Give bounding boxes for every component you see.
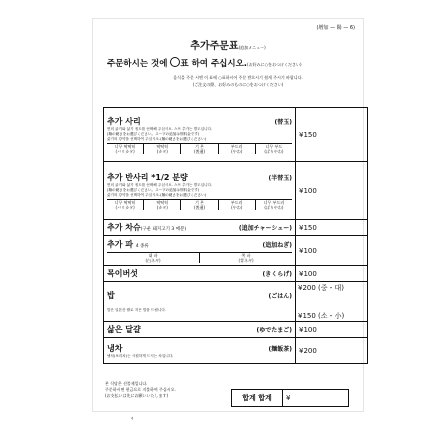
footer-note: 본 식당은 선불제입니다. 주문하시면 현금으로 지불하여 주십시오. (お支払いは先にお願いいたします) — [105, 381, 176, 398]
page-number: (増加 — 陽 — 6) — [316, 25, 355, 31]
option-soft[interactable]: 부드러 (やわ) — [218, 144, 255, 154]
option-normal[interactable]: 기 본 (普通) — [180, 200, 217, 210]
menu-row-kikurage[interactable]: 목이버섯 (きくらげ) ¥100 — [104, 266, 368, 282]
menu-row-tea[interactable]: 냉차 (麺飯茶) 냉차(보리차)는 시원하게 드시는 차입니다. ¥200 — [104, 338, 368, 364]
option-white-negi[interactable]: 대 파 (白ネギ) — [145, 252, 161, 263]
option-extra-soft[interactable]: 너무 부드러 (ばりやわ) — [255, 200, 292, 210]
menu-table — [103, 107, 368, 364]
menu-row-egg[interactable]: 삶은 달걀 (ゆでたまご) ¥100 — [104, 322, 368, 338]
price-rice-small: ¥150 (소・小) — [298, 311, 345, 320]
price-negi: ¥100 — [296, 236, 368, 266]
option-normal[interactable]: 기 본 (普通) — [180, 144, 217, 154]
total-box — [231, 389, 349, 407]
option-soft[interactable]: 부드러 (やわ) — [218, 200, 255, 210]
menu-row-rice[interactable]: 밥 (ごはん) 밥은 일본산 쌀로 지은 밥을 드립니다. ¥200 (중・대) ¥150 (소・小) — [104, 282, 368, 322]
option-extra-firm[interactable]: 너무 딱딱히 (バリカタ) — [114, 143, 136, 154]
negi-options — [107, 252, 292, 263]
price-han-kaedama: ¥100 — [296, 162, 368, 220]
option-green-negi[interactable]: 쪽 파 (青ネギ) — [199, 253, 292, 263]
total-label: 합계 합계 — [232, 390, 283, 406]
instruction-note-jp: (ご注文の際、お好みのものに○をおつけください) — [192, 82, 284, 87]
menu-row-kaedama[interactable]: 추가 사리 (替玉) 면의 굵기와 삶기 정도를 선택해 주십시오. 스프 추가는 별도입니다. (麺の硬さをお選びください。スープの追加は別料金です) 삶기의 강약을 선택하여 주십시오.(麺の硬さをお選びください) 너무 딱딱히 (バリカタ) 딱딱히 (カタ) 기 본 (普通) 부드러 (やわ) 너무 부드 (ばりやわ) ¥150 — [104, 108, 368, 162]
instruction-note: 음식을 주문 시엔 이 표에 ○표하시어 주문 받으시기 쉽게 주시기 바랍니다. — [173, 75, 303, 80]
option-firm[interactable]: 딱딱히 (カタ) — [143, 200, 180, 210]
order-sheet — [92, 18, 364, 422]
option-extra-firm[interactable]: 너무 딱딱히 (バリカタ) — [114, 199, 136, 210]
price-chashu: ¥150 — [296, 220, 368, 236]
noodle-firmness-options — [107, 199, 292, 210]
price-kaedama: ¥150 — [296, 108, 368, 162]
price-kikurage: ¥100 — [296, 266, 368, 282]
circle-mark-icon — [170, 57, 180, 67]
price-rice-large: ¥200 (중・대) — [298, 283, 345, 292]
option-firm[interactable]: 딱딱히 (カタ) — [143, 144, 180, 154]
menu-row-chashu[interactable]: 추가 차슈(구운 돼지고기 3 매분) (追加チャーシュー) ¥150 — [104, 220, 368, 236]
instruction: 주문하시는 것에 표 하여 주십시오.(お好みに○をおつけください) — [107, 59, 302, 69]
corner-mark: ‹ — [131, 415, 134, 422]
noodle-firmness-options — [107, 143, 292, 154]
menu-row-negi[interactable]: 추가 파 4 종류 (追加ねぎ) 대 파 (白ネギ) 쪽 파 (青ネギ) ¥100 — [104, 236, 368, 266]
total-value[interactable]: ¥ — [286, 394, 291, 402]
price-egg: ¥100 — [296, 322, 368, 338]
menu-row-han-kaedama[interactable]: 추가 반사리 *1/2 분량 (半替玉) 면의 굵기와 삶기 정도를 선택해 주십시오. 스프 추가는 별도입니다. (麺の硬さをお選びください。スープの追加は別料金です) 삶기의 강약을 선택하여 주십시오.(麺の硬さをお選びください) 너무 딱딱히 (バリカタ) 딱딱히 (カタ) 기 본 (普通) 부드러 (やわ) 너무 부드러 (ばりやわ) ¥100 — [104, 162, 368, 220]
option-extra-soft[interactable]: 너무 부드 (ばりやわ) — [255, 144, 292, 154]
price-tea: ¥200 — [296, 338, 368, 364]
page-title: 추가주문표(追加メニュー) — [190, 41, 266, 52]
